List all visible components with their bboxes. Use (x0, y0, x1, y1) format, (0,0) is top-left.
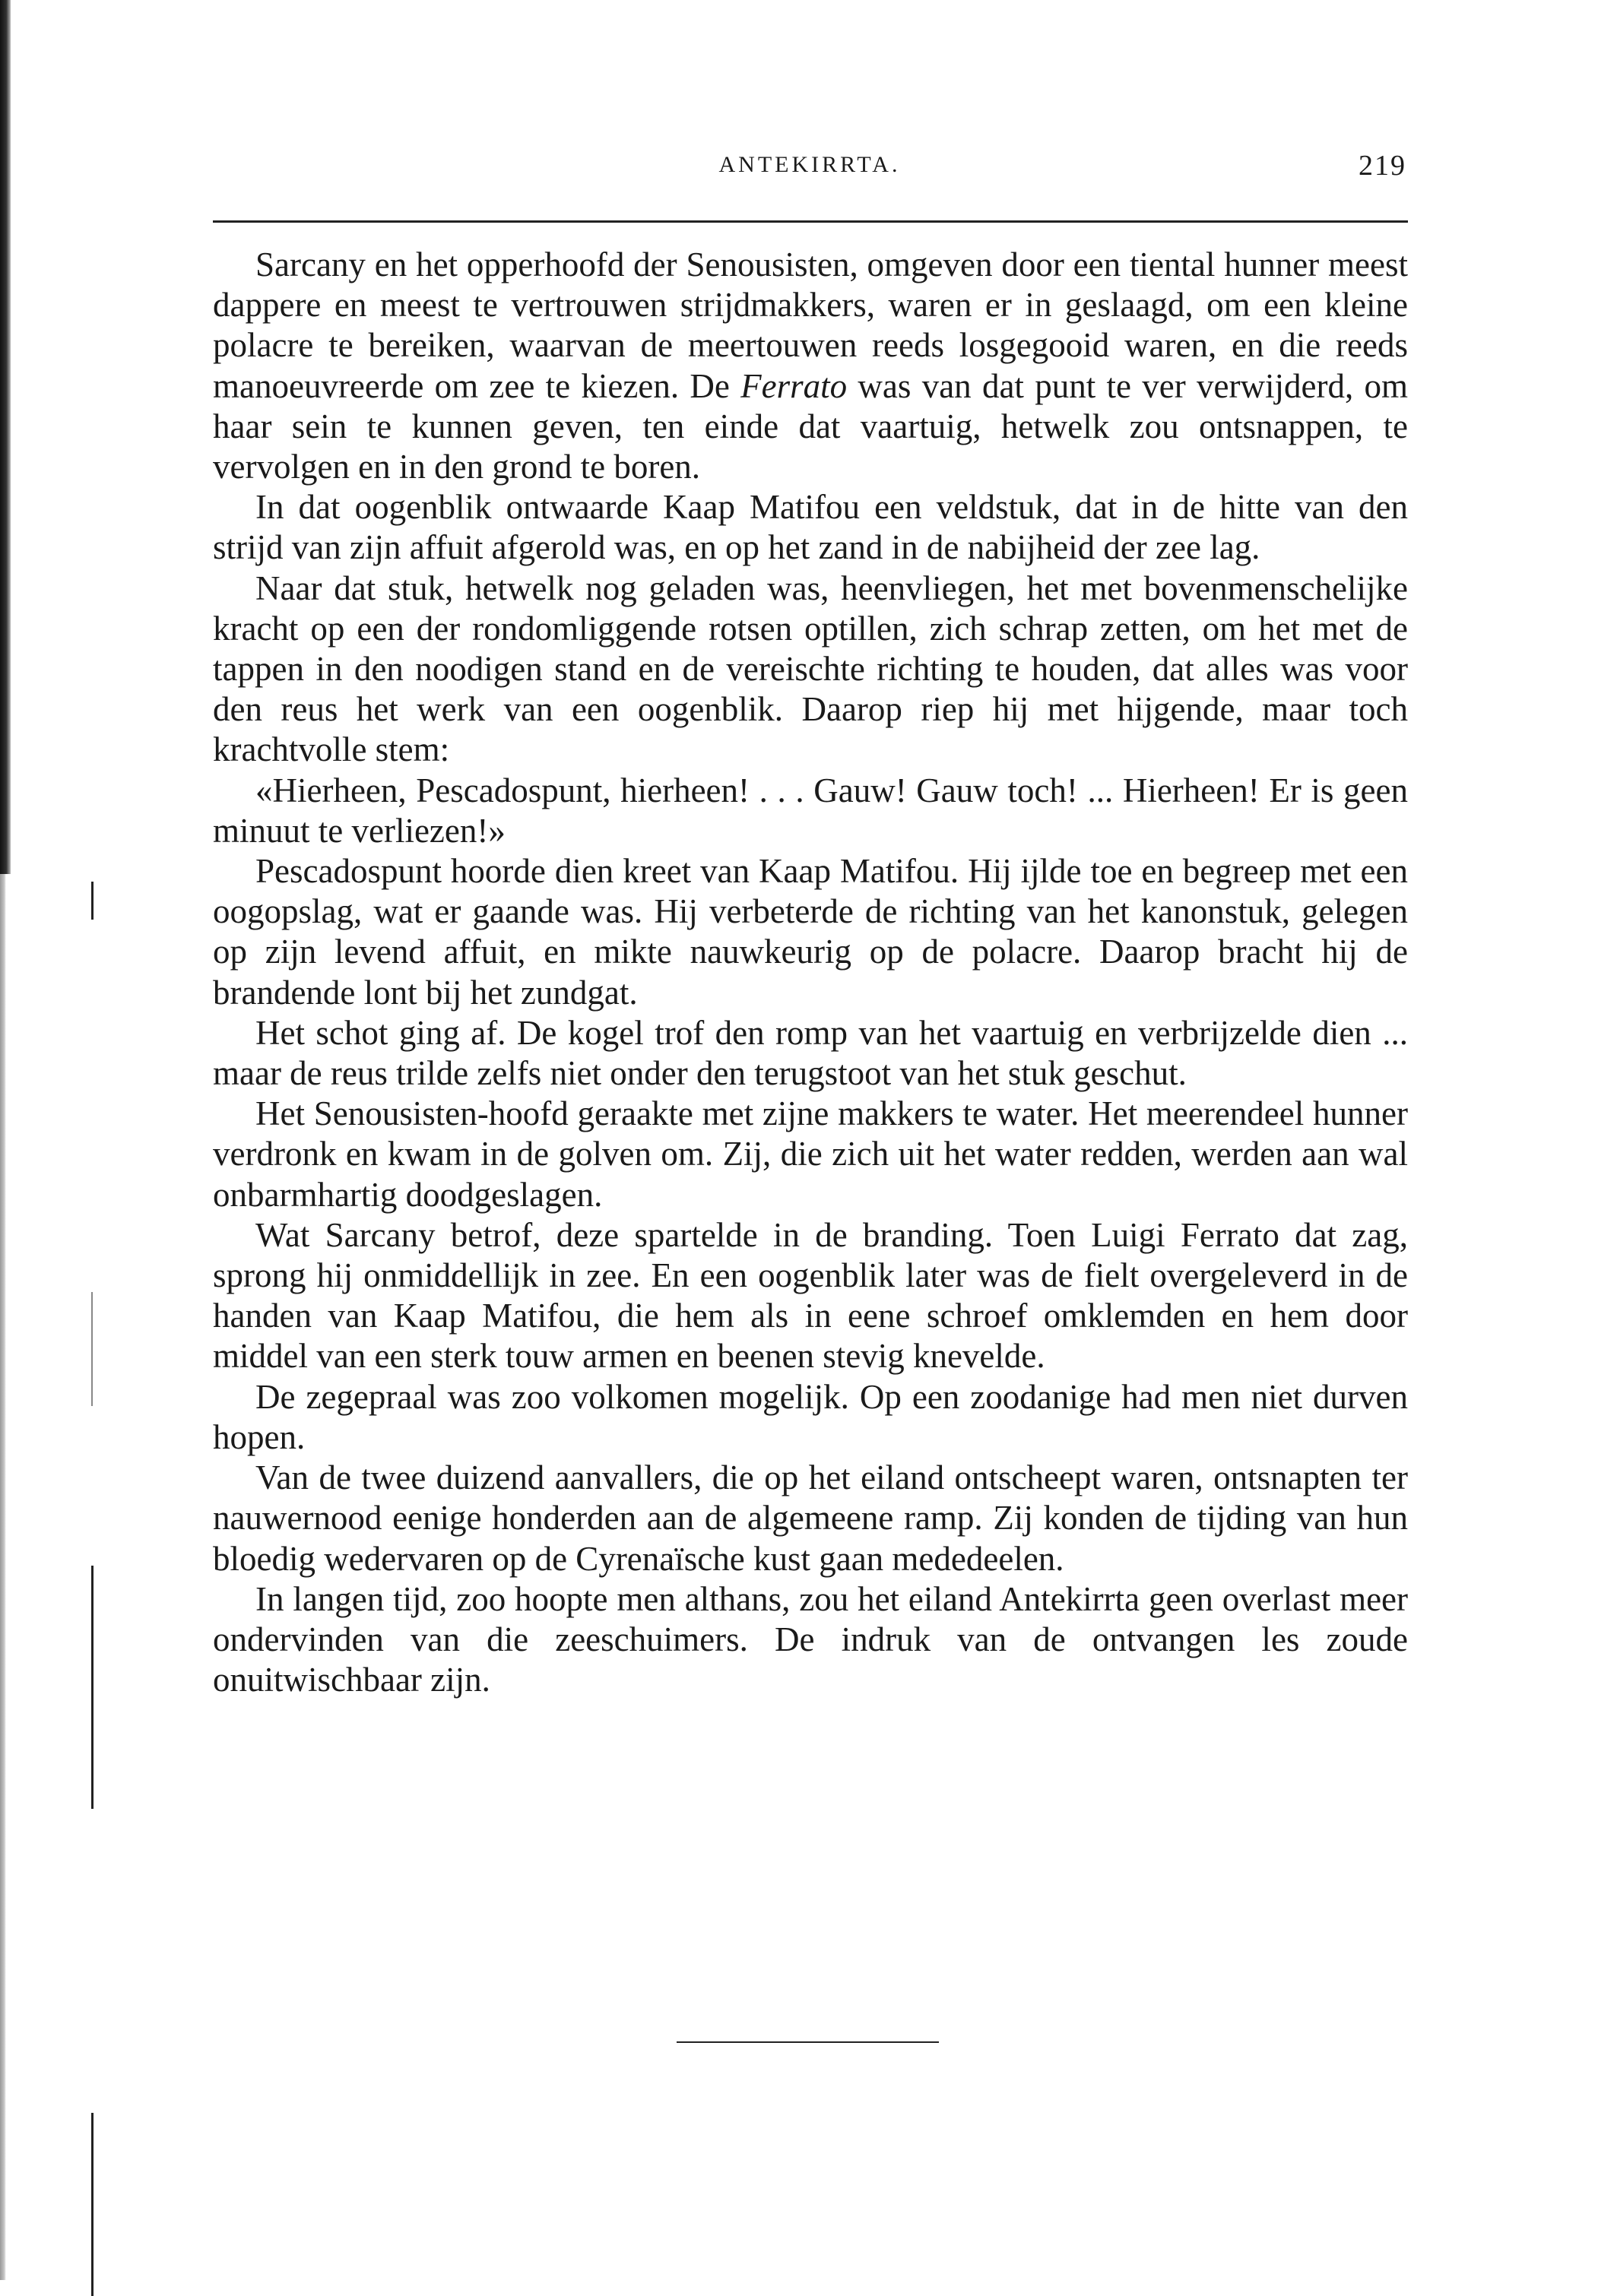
running-head (213, 152, 1406, 198)
paragraph: «Hierheen, Pescadospunt, hierheen! . . . Gauw! Gauw toch! ... Hierheen! Er is geen minuut te verliezen!» (213, 771, 1408, 850)
header-rule (213, 220, 1408, 223)
margin-mark (91, 882, 94, 920)
margin-mark (91, 2113, 94, 2296)
page-number: 219 (1359, 150, 1406, 182)
paragraph: Het schot ging af. De kogel trof den romp van het vaartuig en verbrijzelde dien ... maar de reus trilde zelfs niet onder den terugstoot van het stuk geschut. (213, 1013, 1408, 1093)
closing-rule (677, 2041, 939, 2043)
paragraph: Sarcany en het opperhoofd der Senousisten, omgeven door een tiental hunner meest dappere en meest te vertrouwen strijdmakkers, waren er in geslaagd, om een kleine polacre te bereiken, waarvan de meertouwen reeds losgegooid waren, en die reeds manoeuvreerde om zee te kiezen. De Ferrato was van dat punt te ver verwijderd, om haar sein te kunnen geven, ten einde dat vaartuig, hetwelk zou ontsnappen, te vervolgen en in den grond te boren. (213, 245, 1408, 486)
paragraph: In langen tijd, zoo hoopte men althans, zou het eiland Antekirrta geen overlast meer ondervinden van die zeeschuimers. De indruk van de ontvangen les zoude onuitwischbaar zijn. (213, 1579, 1408, 1699)
paragraph: In dat oogenblik ontwaarde Kaap Matifou een veldstuk, dat in de hitte van den strijd van zijn affuit afgerold was, en op het zand in de nabijheid der zee lag. (213, 488, 1408, 567)
ship-name: Ferrato (740, 366, 848, 405)
margin-mark (91, 1292, 93, 1406)
scan-binding-edge (0, 0, 11, 874)
paragraph: De zegepraal was zoo volkomen mogelijk. Op een zoodanige had men niet durven hopen. (213, 1377, 1408, 1456)
paragraph: Van de twee duizend aanvallers, die op het eiland ontscheept waren, ontsnapten ter nauwernood eenige honderden aan de algemeene ramp. Zij konden de tijding van hun bloedig wedervaren op de Cyrenaïsche kust gaan mededeelen. (213, 1458, 1408, 1578)
paragraph: Het Senousisten-hoofd geraakte met zijne makkers te water. Het meerendeel hunner verdronk en kwam in de golven om. Zij, die zich uit het water redden, werden aan wal onbarmhartig doodgeslagen. (213, 1094, 1408, 1214)
paragraph: Naar dat stuk, hetwelk nog geladen was, heenvliegen, het met bovenmenschelijke kracht op een der rondomliggende rotsen optillen, zich schrap zetten, om het met de tappen in den noodigen stand en de vereischte richting te houden, dat alles was voor den reus het werk van een oogenblik. Daarop riep hij met hijgende, maar toch krachtvolle stem: (213, 568, 1408, 769)
margin-mark (91, 1566, 94, 1809)
running-title: ANTEKIRRTA. (718, 152, 901, 177)
body-text (213, 245, 1408, 1700)
paragraph: Wat Sarcany betrof, deze spartelde in de branding. Toen Luigi Ferrato dat zag, sprong hij onmiddellijk in zee. En een oogenblik later was de fielt overgeleverd in de handen van Kaap Matifou, die hem als in eene schroef omklemden en hem door middel van een sterk touw armen en beenen stevig knevelde. (213, 1215, 1408, 1376)
paragraph: Pescadospunt hoorde dien kreet van Kaap Matifou. Hij ijlde toe en begreep met een oogopslag, wat er gaande was. Hij verbeterde de richting van het kanonstuk, gelegen op zijn levend affuit, en mikte nauwkeurig op de polacre. Daarop bracht hij de brandende lont bij het zundgat. (213, 852, 1408, 1012)
scan-binding-shadow (0, 874, 6, 2280)
